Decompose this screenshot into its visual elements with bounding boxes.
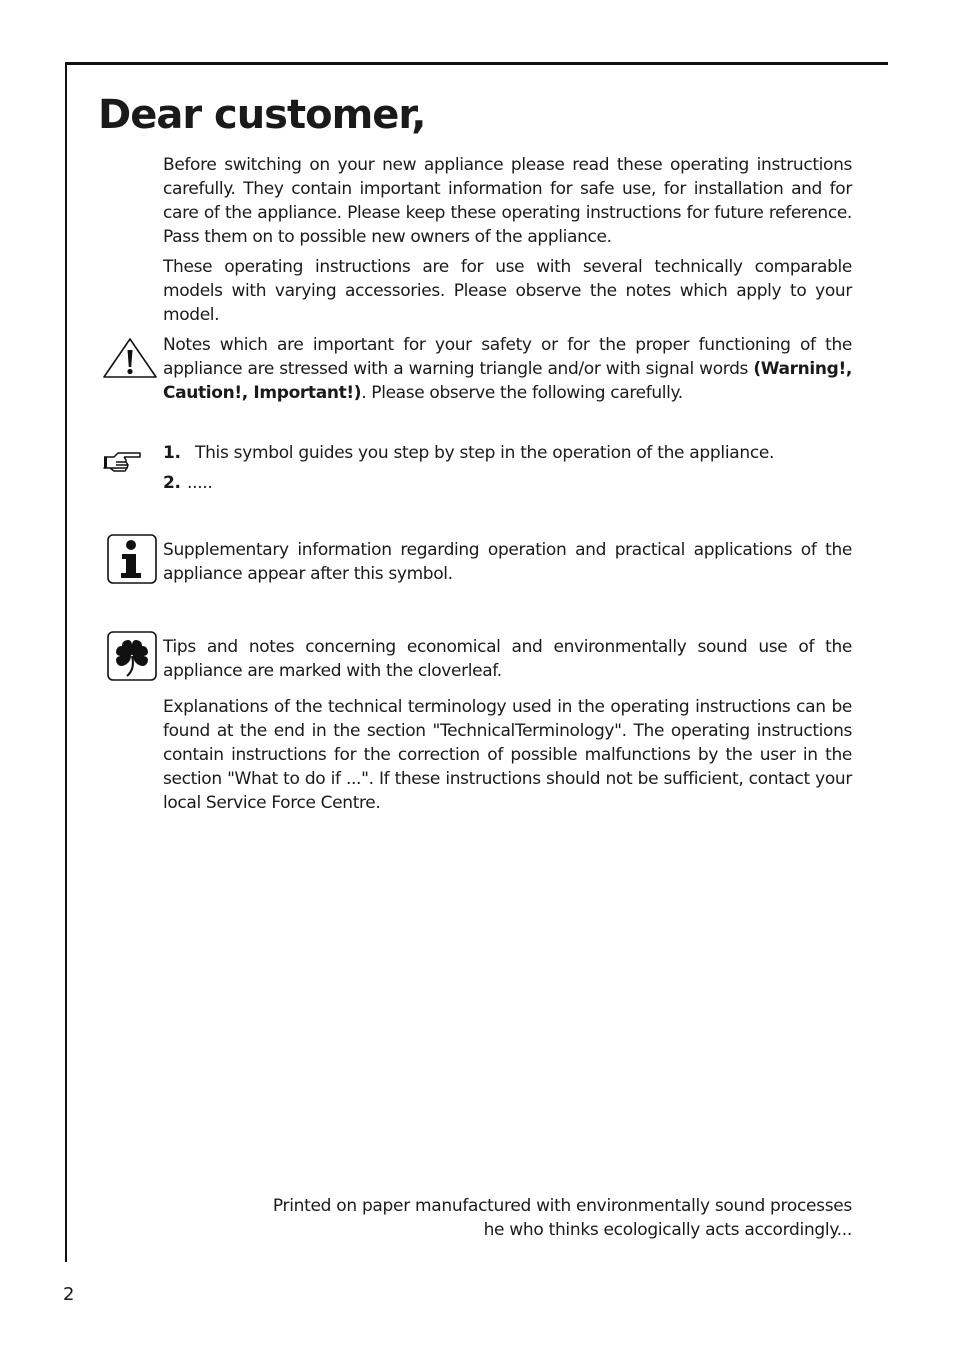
models-paragraph: These operating instructions are for use with several technically comparable models with varying accessories. Please observe the notes which apply to your model. [163,257,852,325]
page-title: Dear customer, [98,92,426,138]
footer-note [273,1194,852,1242]
footer-line-2: he who thinks ecologically acts accordingly... [483,1220,852,1240]
pointing-hand-icon [102,448,142,474]
step-text: This symbol guides you step by step in the operation of the appliance. [195,443,775,463]
warning-triangle-icon [101,336,159,380]
step-number: 2. [163,473,181,493]
signal-words: (Warning!, Caution!, Important!) [163,359,852,403]
terminology-paragraph: Explanations of the technical terminology used in the operating instructions can be found at the end in the section "TechnicalTerminology". The operating instructions contain instructions for the correction of possible malfunctions by the user in the section "What to do if ...". If these instructions should not be sufficient, contact your local Service Force Centre. [163,697,852,813]
info-paragraph: Supplementary information regarding operation and practical applications of the appliance appear after this symbol. [163,540,852,584]
footer-line-1: Printed on paper manufactured with environmentally sound processes [272,1196,852,1216]
intro-paragraph: Before switching on your new appliance please read these operating instructions carefully. They contain important information for safe use, for installation and for care of the appliance. Please keep these operating instructions for future reference. Pass them on to possible new owners of the appliance. [163,155,852,247]
safety-paragraph [163,333,852,405]
step-item-2 [163,471,213,495]
step-item-1 [163,441,774,465]
tips-paragraph: Tips and notes concerning economical and environmentally sound use of the appliance are marked with the cloverleaf. [163,637,852,681]
step-text: ..... [187,473,213,493]
left-rule [65,62,67,1262]
info-icon [107,534,157,584]
step-number: 1. [163,443,181,463]
safety-text-end: . Please observe the following carefully. [361,383,683,403]
top-rule [65,62,888,65]
safety-text-start: Notes which are important for your safety or for the proper functioning of the appliance are stressed with a warning triangle and/or with signal words [163,335,852,379]
cloverleaf-icon [107,631,157,681]
page-number: 2 [63,1284,75,1305]
